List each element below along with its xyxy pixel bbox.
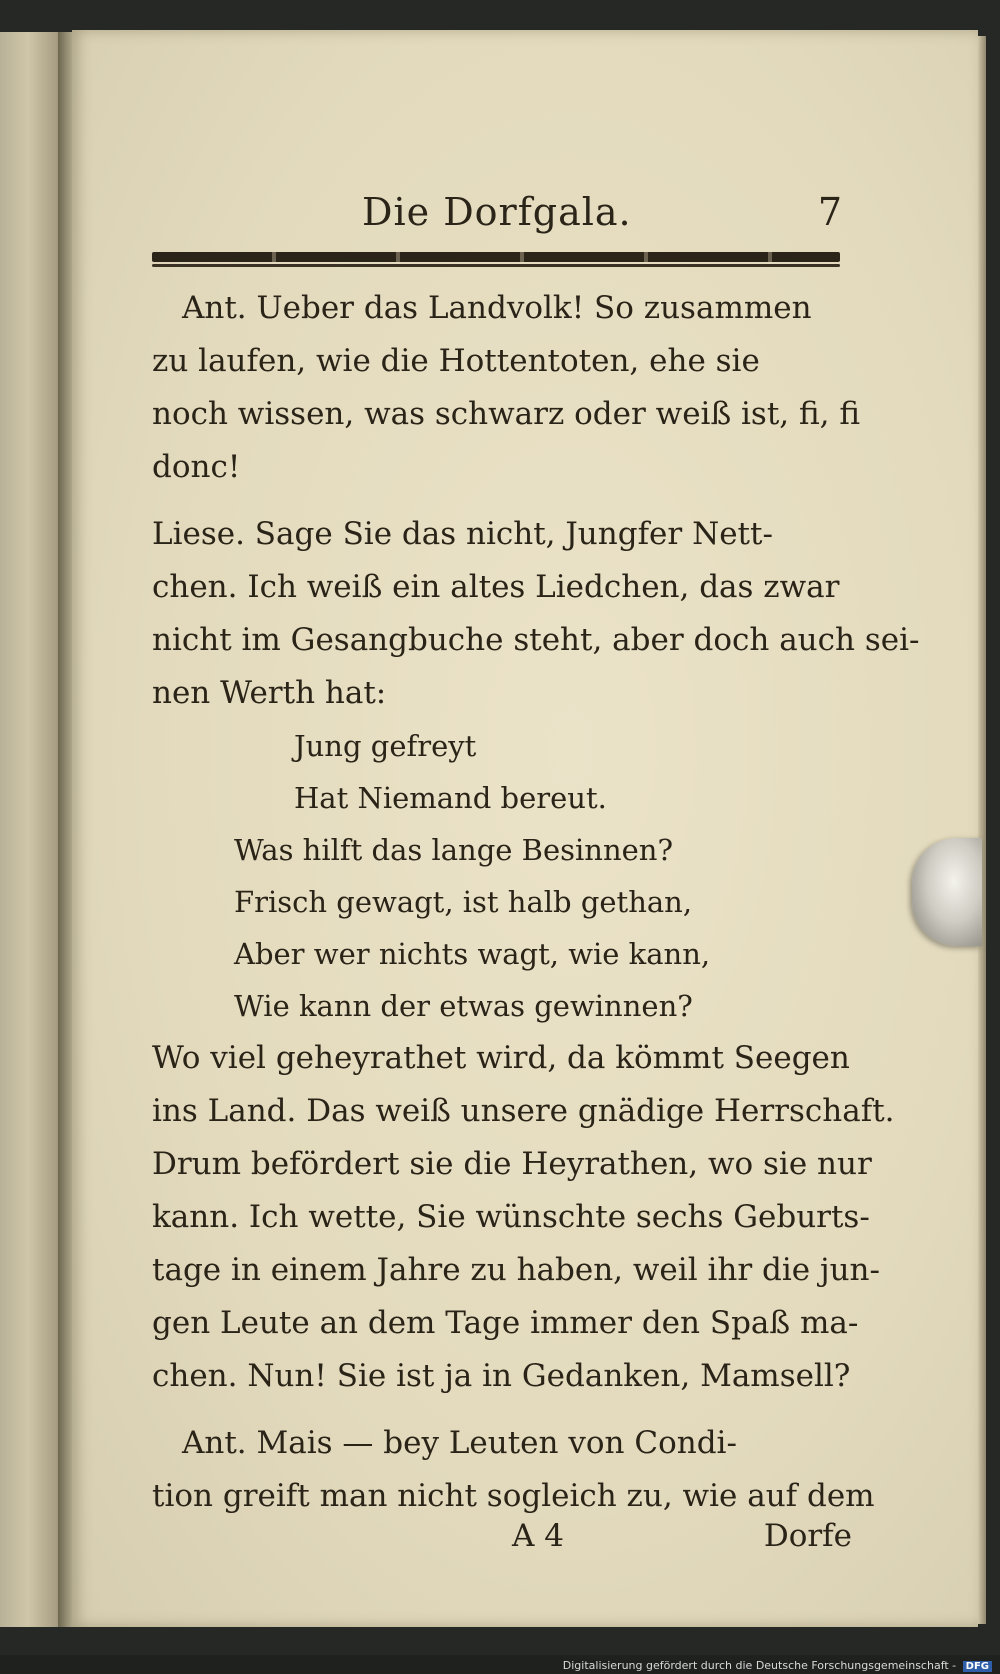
text-line: donc! <box>152 449 241 485</box>
text-line: Liese. Sage Sie das nicht, Jungfer Nett- <box>152 516 773 552</box>
text-line: chen. Ich weiß ein altes Liedchen, das zwar <box>152 569 840 605</box>
verse-line: Hat Niemand bereut. <box>294 781 607 815</box>
header-rule <box>152 252 840 262</box>
digitization-footer <box>563 1659 992 1672</box>
text-line: gen Leute an dem Tage immer den Spaß ma- <box>152 1305 859 1341</box>
running-title: Die Dorfgala. <box>362 190 632 234</box>
footer-text: Digitalisierung gefördert durch die Deutsche Forschungsgemeinschaft - <box>562 1659 957 1672</box>
page-header <box>152 190 842 250</box>
text-line: Wo viel geheyrathet wird, da kömmt Seegen <box>152 1040 850 1076</box>
page-number: 7 <box>817 190 842 234</box>
catchword: Dorfe <box>763 1518 852 1554</box>
text-line: Ant. Ueber das Landvolk! So zusammen <box>182 290 812 326</box>
body-text <box>152 282 920 1523</box>
text-line: nen Werth hat: <box>152 675 387 711</box>
verse-line: Frisch gewagt, ist halb gethan, <box>234 885 693 919</box>
text-line: kann. Ich wette, Sie wünschte sechs Geburts- <box>152 1199 870 1235</box>
page-clip <box>912 838 982 946</box>
text-line: chen. Nun! Sie ist ja in Gedanken, Mamsell? <box>152 1358 851 1394</box>
signature-row <box>152 1518 852 1568</box>
verse-line: Wie kann der etwas gewinnen? <box>234 989 693 1023</box>
text-line: tion greift man nicht sogleich zu, wie auf dem <box>152 1478 875 1514</box>
text-line: nicht im Gesangbuche steht, aber doch auch sei- <box>152 622 920 658</box>
text-line: tage in einem Jahre zu haben, weil ihr die jun- <box>152 1252 880 1288</box>
verse-block <box>152 720 852 1032</box>
verse-line: Jung gefreyt <box>294 729 477 763</box>
text-line: Ant. Mais — bey Leuten von Condi- <box>182 1425 737 1461</box>
verse-line: Aber wer nichts wagt, wie kann, <box>234 937 711 971</box>
text-line: zu laufen, wie die Hottentoten, ehe sie <box>152 343 760 379</box>
text-line: ins Land. Das weiß unsere gnädige Herrschaft. <box>152 1093 895 1129</box>
header-rule-thin <box>152 264 840 267</box>
page-edge <box>978 36 986 1624</box>
verse-line: Was hilft das lange Besinnen? <box>234 833 674 867</box>
signature-mark: A 4 <box>512 1518 564 1554</box>
text-line: Drum befördert sie die Heyrathen, wo sie nur <box>152 1146 872 1182</box>
dfg-logo: DFG <box>963 1661 992 1672</box>
text-line: noch wissen, was schwarz oder weiß ist, fi, fi <box>152 396 861 432</box>
